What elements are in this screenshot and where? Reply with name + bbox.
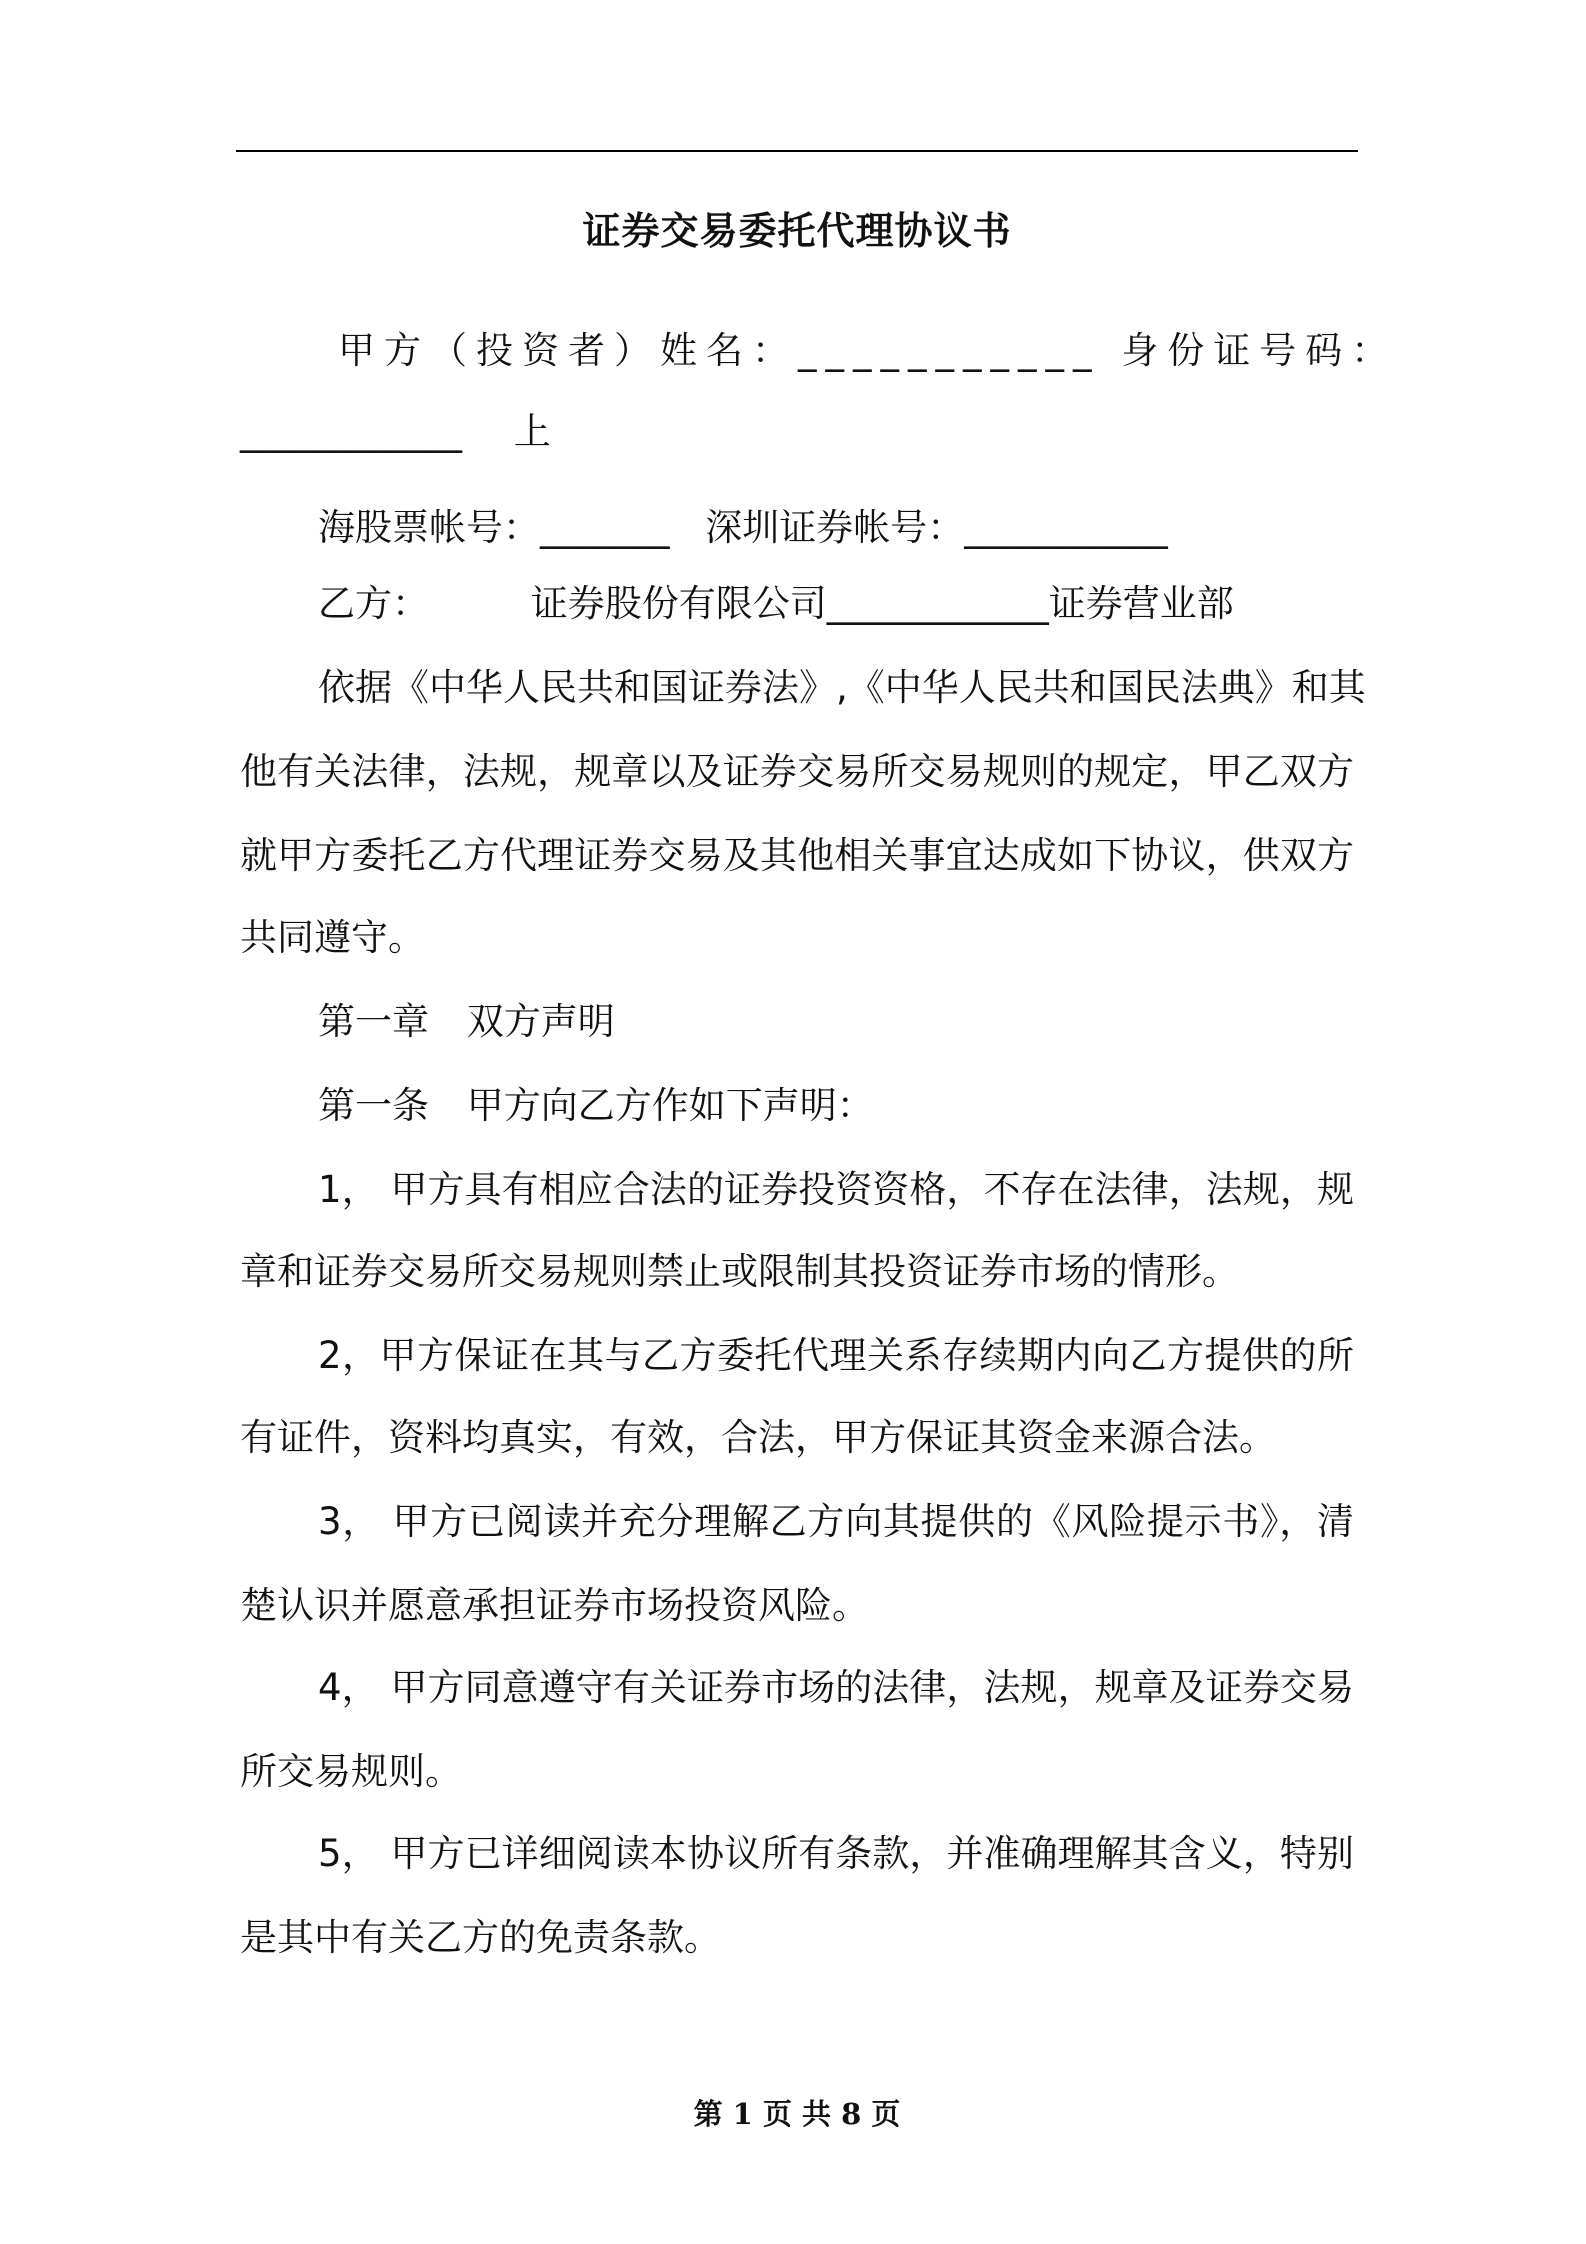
clause-5-line-2: 是其中有关乙方的免责条款。 (240, 1916, 721, 1959)
clause-3-line-1: 3， 甲方已阅读并充分理解乙方向其提供的《风险提示书》，清 (318, 1500, 1354, 1543)
clause-2-line-2: 有证件，资料均真实，有效，合法，甲方保证其资金来源合法。 (240, 1416, 1276, 1459)
clause-3-line-2: 楚认识并愿意承担证券市场投资风险。 (240, 1584, 869, 1627)
stock-account-line: 海股票帐号：_______ 深圳证券帐号：___________ (318, 506, 1168, 549)
clause-4-line-1: 4， 甲方同意遵守有关证券市场的法律，法规，规章及证券交易 (318, 1666, 1354, 1709)
party-a-continued-line: ____________ 上 (240, 410, 551, 453)
clause-4-line-2: 所交易规则。 (240, 1750, 462, 1793)
party-b-line: 乙方： 证券股份有限公司____________证券营业部 (318, 582, 1234, 625)
clause-2-line-1: 2，甲方保证在其与乙方委托代理关系存续期内向乙方提供的所 (318, 1334, 1354, 1377)
clause-1-line-1: 1， 甲方具有相应合法的证券投资资格，不存在法律，法规，规 (318, 1168, 1354, 1211)
clause-1-line-2: 章和证券交易所交易规则禁止或限制其投资证券市场的情形。 (240, 1250, 1239, 1293)
article-heading: 第一条 甲方向乙方作如下声明： (318, 1084, 874, 1127)
clause-5-line-1: 5， 甲方已详细阅读本协议所有条款，并准确理解其含义，特别 (318, 1832, 1354, 1875)
basis-paragraph-line-2: 他有关法律，法规，规章以及证券交易所交易规则的规定，甲乙双方 (240, 750, 1354, 793)
document-title: 证券交易委托代理协议书 (582, 209, 1012, 253)
party-a-line: 甲方（投资者）姓名：___________ 身份证号码： (338, 329, 1398, 372)
basis-paragraph-line-3: 就甲方委托乙方代理证券交易及其他相关事宜达成如下协议，供双方 (240, 834, 1354, 877)
basis-paragraph-line-1: 依据《中华人民共和国证券法》,《中华人民共和国民法典》和其 (318, 666, 1366, 709)
chapter-heading: 第一章 双方声明 (318, 1000, 615, 1043)
basis-paragraph-line-4: 共同遵守。 (240, 916, 425, 959)
header-rule (236, 150, 1358, 152)
page-footer: 第 1 页 共 8 页 (693, 2097, 901, 2131)
